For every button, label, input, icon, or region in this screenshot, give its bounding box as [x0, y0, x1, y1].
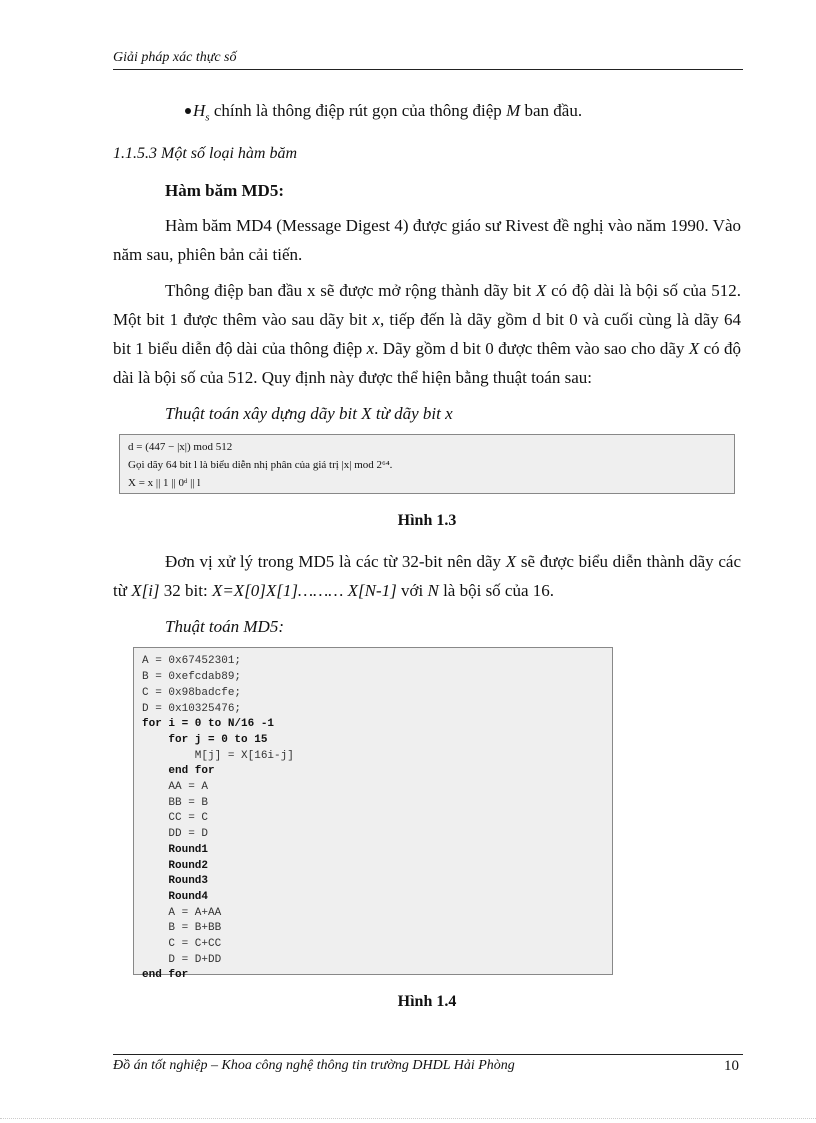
code-line: B = 0xefcdab89; [142, 671, 242, 684]
algorithm-1-line: X = x || 1 || 0ᵈ || l [128, 477, 201, 490]
code-line: B = B+BB [142, 922, 222, 935]
code-line: Round4 [142, 890, 209, 903]
bullet-text-a: chính là thông điệp rút gọn của thông điệp [209, 101, 507, 120]
text-run: Thông điệp ban đầu x sẽ được mở rộng thành dãy bit [165, 281, 536, 301]
hash-symbol: H [193, 101, 206, 120]
text-run: là bội số của 16. [438, 581, 555, 601]
bullet-dot-icon [185, 108, 191, 114]
section-heading: 1.1.5.3 Một số loại hàm băm [113, 145, 297, 163]
algorithm-1-title: Thuật toán xây dựng dãy bit X từ dãy bit x [165, 404, 453, 424]
code-line: M[j] = X[16i-j] [142, 749, 294, 762]
paragraph-padding [113, 276, 741, 392]
hash-subscript: s [205, 111, 210, 124]
header-title: Giải pháp xác thực số [113, 50, 237, 65]
bullet-text-b: ban đầu. [520, 101, 583, 120]
algorithm-1-box [119, 434, 735, 494]
text-run: sẽ được biểu diễn thành dãy các từ [113, 552, 741, 601]
var-x: x [372, 310, 380, 330]
code-line: for j = 0 to 15 [142, 733, 268, 746]
code-line: Round1 [142, 843, 209, 856]
paragraph-md4: Hàm băm MD4 (Message Digest 4) được giáo sư Rivest đề nghị vào năm 1990. Vào năm sau, phiên bản cải tiến. [113, 216, 741, 265]
code-line: A = 0x67452301; [142, 655, 242, 668]
message-var: M [506, 101, 521, 120]
algorithm-1-line: d = (447 − |x|) mod 512 [128, 441, 233, 454]
code-line: A = A+AA [142, 906, 222, 919]
var-sequence: X=X[0]X[1]……… X[N-1] [211, 581, 397, 601]
text-run: với [396, 581, 428, 601]
algorithm-2-title: Thuật toán MD5: [165, 617, 284, 637]
code-line: Round2 [142, 859, 209, 872]
text-run: , tiếp đến là dãy gồm d bit 0 và cuối cùng là dãy 64 bit 1 biểu diễn độ dài của thông điệp [113, 310, 741, 359]
page-content [113, 96, 741, 1028]
running-header [113, 50, 743, 70]
var-X: X [535, 281, 547, 301]
text-run: có độ dài là bội số của 512. Quy định này được thể hiện bằng thuật toán sau: [113, 339, 742, 388]
var-Xi: X[i] [131, 581, 160, 601]
code-line: C = 0x98badcfe; [142, 686, 242, 699]
code-line: Round3 [142, 875, 209, 888]
code-line: AA = A [142, 781, 209, 794]
code-line: end for [142, 765, 215, 778]
page-edge-divider [0, 1118, 816, 1119]
code-line: D = D+DD [142, 953, 222, 966]
code-line: DD = D [142, 828, 209, 841]
var-X: X [688, 339, 700, 359]
md5-code-box [133, 647, 613, 982]
text-run: 32 bit: [159, 581, 212, 601]
code-line: for i = 0 to N/16 -1 [142, 718, 275, 731]
text-run: có độ dài là bội số của 512. Một bit 1 được thêm vào sau dãy bit [113, 281, 741, 330]
running-footer [113, 1054, 743, 1075]
page-number: 10 [724, 1058, 739, 1074]
footer-text: Đồ án tốt nghiệp – Khoa công nghệ thông tin trường DHDL Hải Phòng [113, 1058, 515, 1073]
code-line: D = 0x10325476; [142, 702, 242, 715]
figure-1-4-caption: Hình 1.4 [397, 993, 457, 1011]
md5-heading: Hàm băm MD5: [165, 181, 284, 201]
var-x: x [366, 339, 375, 359]
code-line: BB = B [142, 796, 209, 809]
figure-1-3-caption: Hình 1.3 [397, 512, 457, 530]
text-run: . Dãy gồm d bit 0 được thêm vào sao cho dãy [374, 339, 689, 359]
paragraph-word-units [113, 547, 741, 605]
var-X: X [505, 552, 517, 572]
code-line: end for [142, 969, 189, 982]
code-line: CC = C [142, 812, 209, 825]
var-N: N [427, 581, 439, 601]
code-line: C = C+CC [142, 938, 222, 951]
text-run: Đơn vị xử lý trong MD5 là các từ 32-bit nên dãy [165, 552, 506, 572]
algorithm-1-line: Gọi dãy 64 bit l là biểu diễn nhị phân của giá trị |x| mod 2⁶⁴. [128, 459, 393, 472]
bullet-item [113, 96, 741, 132]
